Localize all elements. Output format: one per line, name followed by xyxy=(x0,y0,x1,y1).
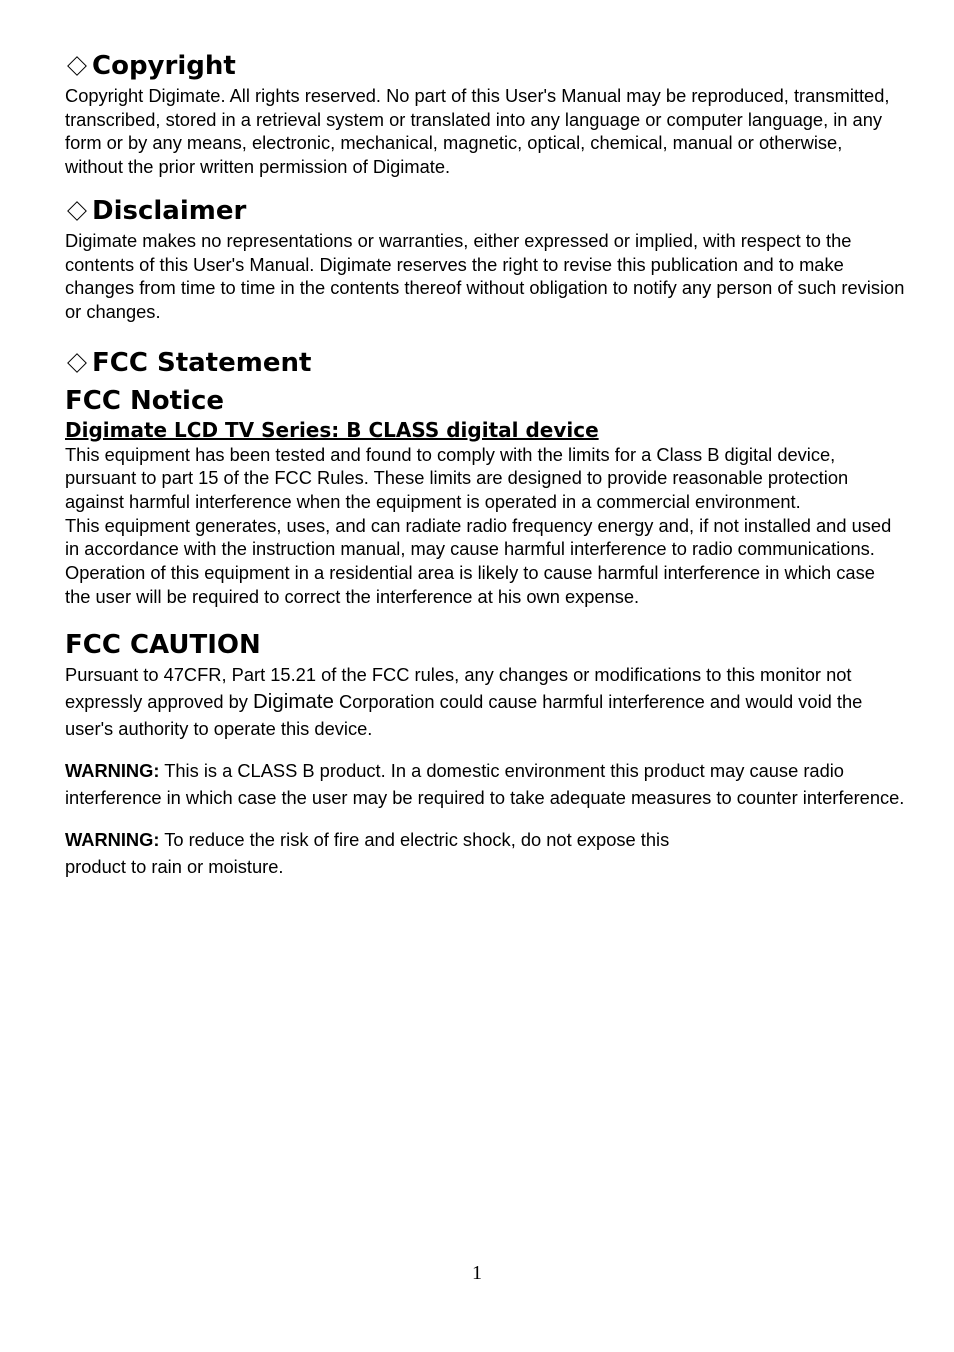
fcc-paragraph-1: This equipment has been tested and found to comply with the limits for a Class B digital device, pursuant to part 15 of the FCC Rules. These limits are designed to provide reasonable protection against harmful interference when the equipment is operated in a commercial environment. xyxy=(65,443,849,513)
warning-fire-shock xyxy=(65,826,905,880)
warning-label: WARNING: xyxy=(65,759,160,781)
page-number: 1 xyxy=(472,1262,482,1284)
disclaimer-body: Digimate makes no representations or warranties, either expressed or implied, with respect to the contents of this User's Manual. Digimate reserves the right to revise this publication and to make changes from time to time in the contents thereof without obligation to notify any person of such revision or changes. xyxy=(65,229,905,322)
warning-fire-line1: To reduce the risk of fire and electric shock, do not expose this xyxy=(159,828,670,850)
copyright-body: Copyright Digimate. All rights reserved. No part of this User's Manual may be reproduced, transmitted, transcribed, stored in a retrieval system or translated into any language or computer language, in any form or by any means, electronic, mechanical, magnetic, optical, chemical, manual or otherwise, without the prior written permission of Digimate. xyxy=(65,85,890,178)
warning-label: WARNING: xyxy=(65,828,160,850)
caution-brand: Digimate xyxy=(253,689,334,713)
manual-page xyxy=(65,50,905,880)
fcc-statement-heading xyxy=(65,347,905,379)
diamond-bullet-icon xyxy=(67,353,87,373)
disclaimer-heading-text: Disclaimer xyxy=(92,195,247,226)
copyright-heading-text: Copyright xyxy=(92,51,236,81)
fcc-caution-body xyxy=(65,661,905,742)
warning-fire-line2: product to rain or moisture. xyxy=(65,855,284,877)
warning-class-b-text: This is a CLASS B product. In a domestic environment this product may cause radio interference in which case the user may be required to take adequate measures to counter interference. xyxy=(65,759,905,808)
caution-text-after: Corporation could cause harmful interference and would void the user's authority to operate this device. xyxy=(65,690,863,739)
fcc-statement-heading-text: FCC Statement xyxy=(92,347,312,378)
copyright-heading xyxy=(65,50,905,82)
warning-class-b xyxy=(65,757,905,811)
fcc-caution-heading: FCC CAUTION xyxy=(65,629,261,660)
caution-text-before: Pursuant to 47CFR, Part 15.21 of the FCC rules, any changes or modifications to this monitor not expressly approved by xyxy=(65,663,852,712)
diamond-bullet-icon xyxy=(67,201,87,221)
fcc-paragraph-2: This equipment generates, uses, and can radiate radio frequency energy and, if not installed and used in accordance with the instruction manual, may cause harmful interference to radio communications. Operation of this equipment in a residential area is likely to cause harmful interference in which case the user will be required to correct the interference at his own expense. xyxy=(65,514,892,607)
diamond-bullet-icon xyxy=(67,56,87,76)
disclaimer-heading xyxy=(65,195,905,227)
device-class-heading: Digimate LCD TV Series: B CLASS digital device xyxy=(65,417,599,442)
fcc-notice-heading: FCC Notice xyxy=(65,385,224,416)
